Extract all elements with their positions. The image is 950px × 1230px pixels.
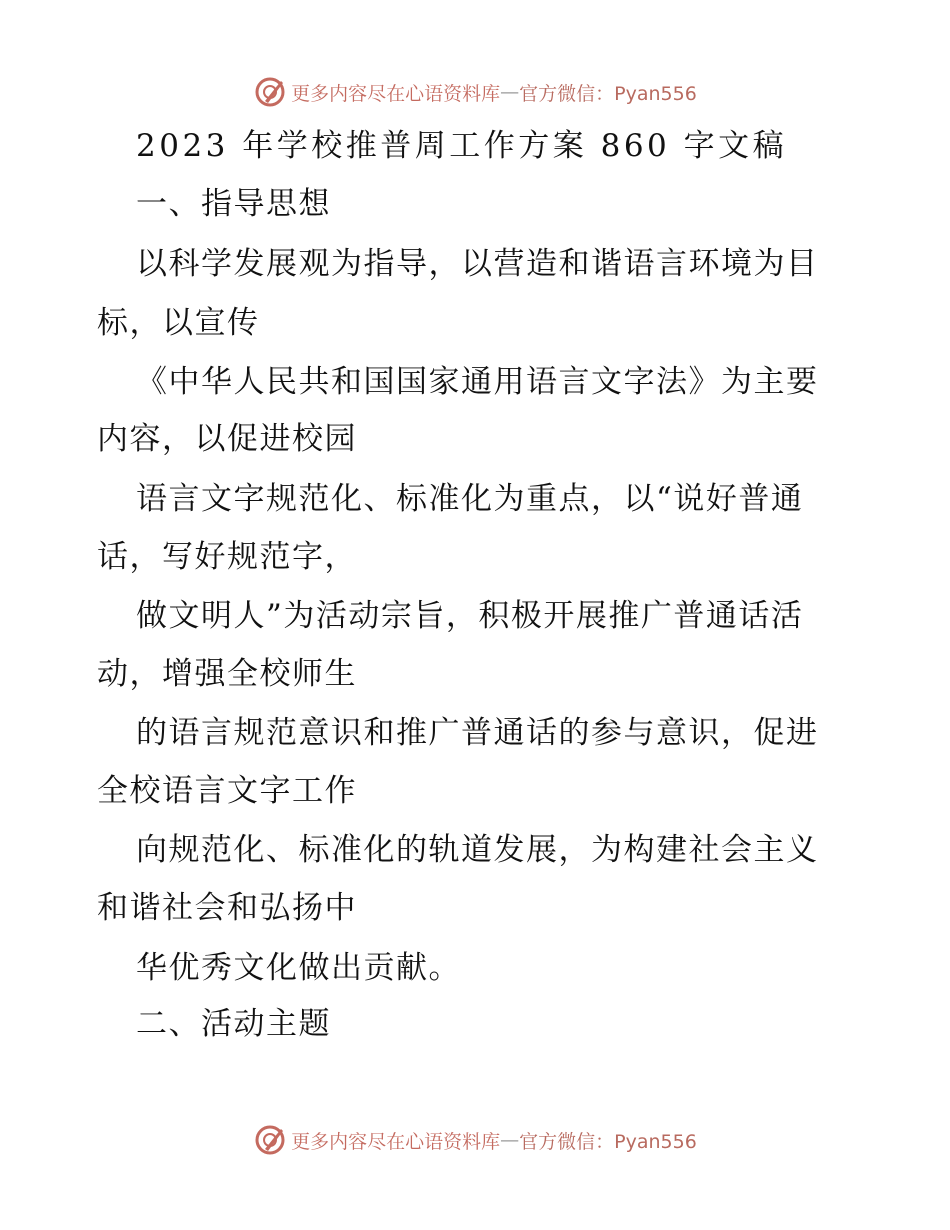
body-line: 的语言规范意识和推广普通话的参与意识，促进	[136, 715, 819, 751]
section-heading: 一、指导思想	[136, 186, 331, 222]
footer-watermark	[0, 1118, 950, 1162]
watermark-contact: 官方微信：Pyan556	[519, 82, 697, 105]
body-line: 话，写好规范字，	[97, 539, 357, 575]
body-line: 向规范化、标准化的轨道发展，为构建社会主义	[136, 832, 819, 868]
body-line: 《中华人民共和国国家通用语言文字法》为主要	[136, 364, 819, 400]
body-line: 动，增强全校师生	[97, 656, 357, 692]
watermark-separator: —	[500, 1129, 520, 1151]
quill-logo-icon	[253, 1123, 287, 1157]
body-line: 以科学发展观为指导，以营造和谐语言环境为目	[136, 246, 819, 282]
body-line: 华优秀文化做出贡献。	[136, 950, 461, 986]
watermark-contact: 官方微信：Pyan556	[519, 1130, 697, 1153]
body-line: 做文明人”为活动宗旨，积极开展推广普通话活	[136, 598, 804, 634]
watermark-separator: —	[500, 81, 520, 103]
body-line: 内容，以促进校园	[97, 421, 357, 457]
document-title: 2023 年学校推普周工作方案 860 字文稿	[136, 128, 788, 164]
body-line: 标，以宣传	[97, 305, 260, 341]
watermark-text: 更多内容尽在心语资料库	[291, 82, 501, 105]
section-heading: 二、活动主题	[136, 1006, 331, 1042]
body-line: 全校语言文字工作	[97, 773, 357, 809]
quill-logo-icon	[253, 75, 287, 109]
header-watermark	[0, 70, 950, 114]
body-line: 语言文字规范化、标准化为重点，以“说好普通	[136, 481, 804, 517]
body-line: 和谐社会和弘扬中	[97, 890, 357, 926]
watermark-text: 更多内容尽在心语资料库	[291, 1130, 501, 1153]
